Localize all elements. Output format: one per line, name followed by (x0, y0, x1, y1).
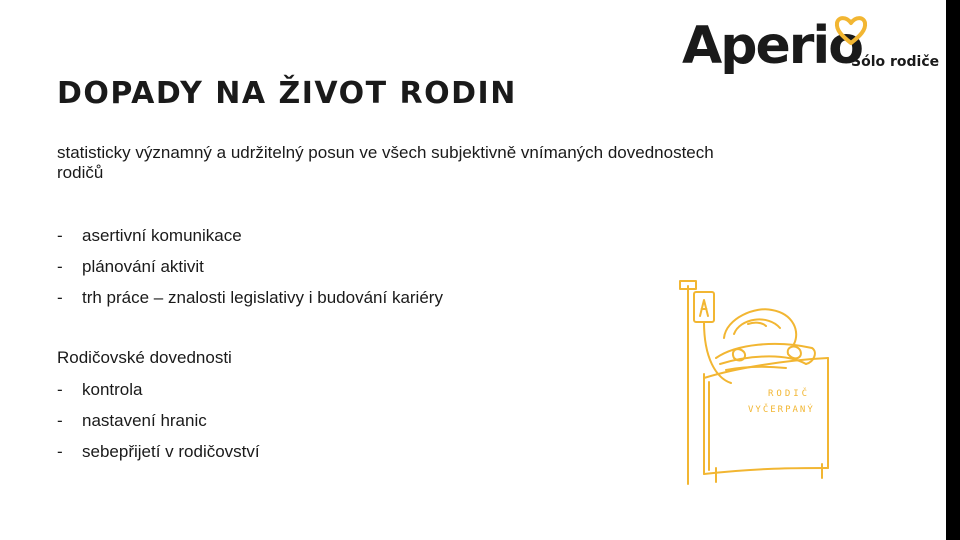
list-dash: - (57, 288, 63, 307)
logo-tagline: Sólo rodiče (851, 54, 940, 70)
sketch-label-2: VYČERPANÝ (748, 405, 815, 415)
list-item-text: plánování aktivit (82, 257, 204, 276)
list-dash: - (57, 257, 63, 276)
sketch-label-1: RODIČ (768, 389, 811, 399)
heart-icon (834, 14, 868, 46)
list-item-text: trh práce – znalosti legislativy i budování kariéry (82, 288, 443, 307)
list-item-text: sebepřijetí v rodičovství (82, 442, 260, 461)
right-edge-bar (946, 0, 960, 540)
list-item-text: nastavení hranic (82, 411, 207, 430)
list-item-text: kontrola (82, 380, 143, 399)
intro-text: statisticky významný a udržitelný posun ve všech subjektivně vnímaných dovednostech rodičů (57, 143, 714, 182)
exhausted-parent-illustration (676, 278, 846, 488)
list-dash: - (57, 442, 63, 461)
list-dash: - (57, 411, 63, 430)
page-title: DOPADY NA ŽIVOT RODIN (57, 76, 517, 111)
aperio-logo (680, 14, 942, 84)
list-dash: - (57, 226, 63, 245)
list-dash: - (57, 380, 63, 399)
logo-wordmark: Aperio (682, 16, 862, 76)
section-subheading: Rodičovské dovednosti (57, 348, 232, 367)
list-item-text: asertivní komunikace (82, 226, 242, 245)
